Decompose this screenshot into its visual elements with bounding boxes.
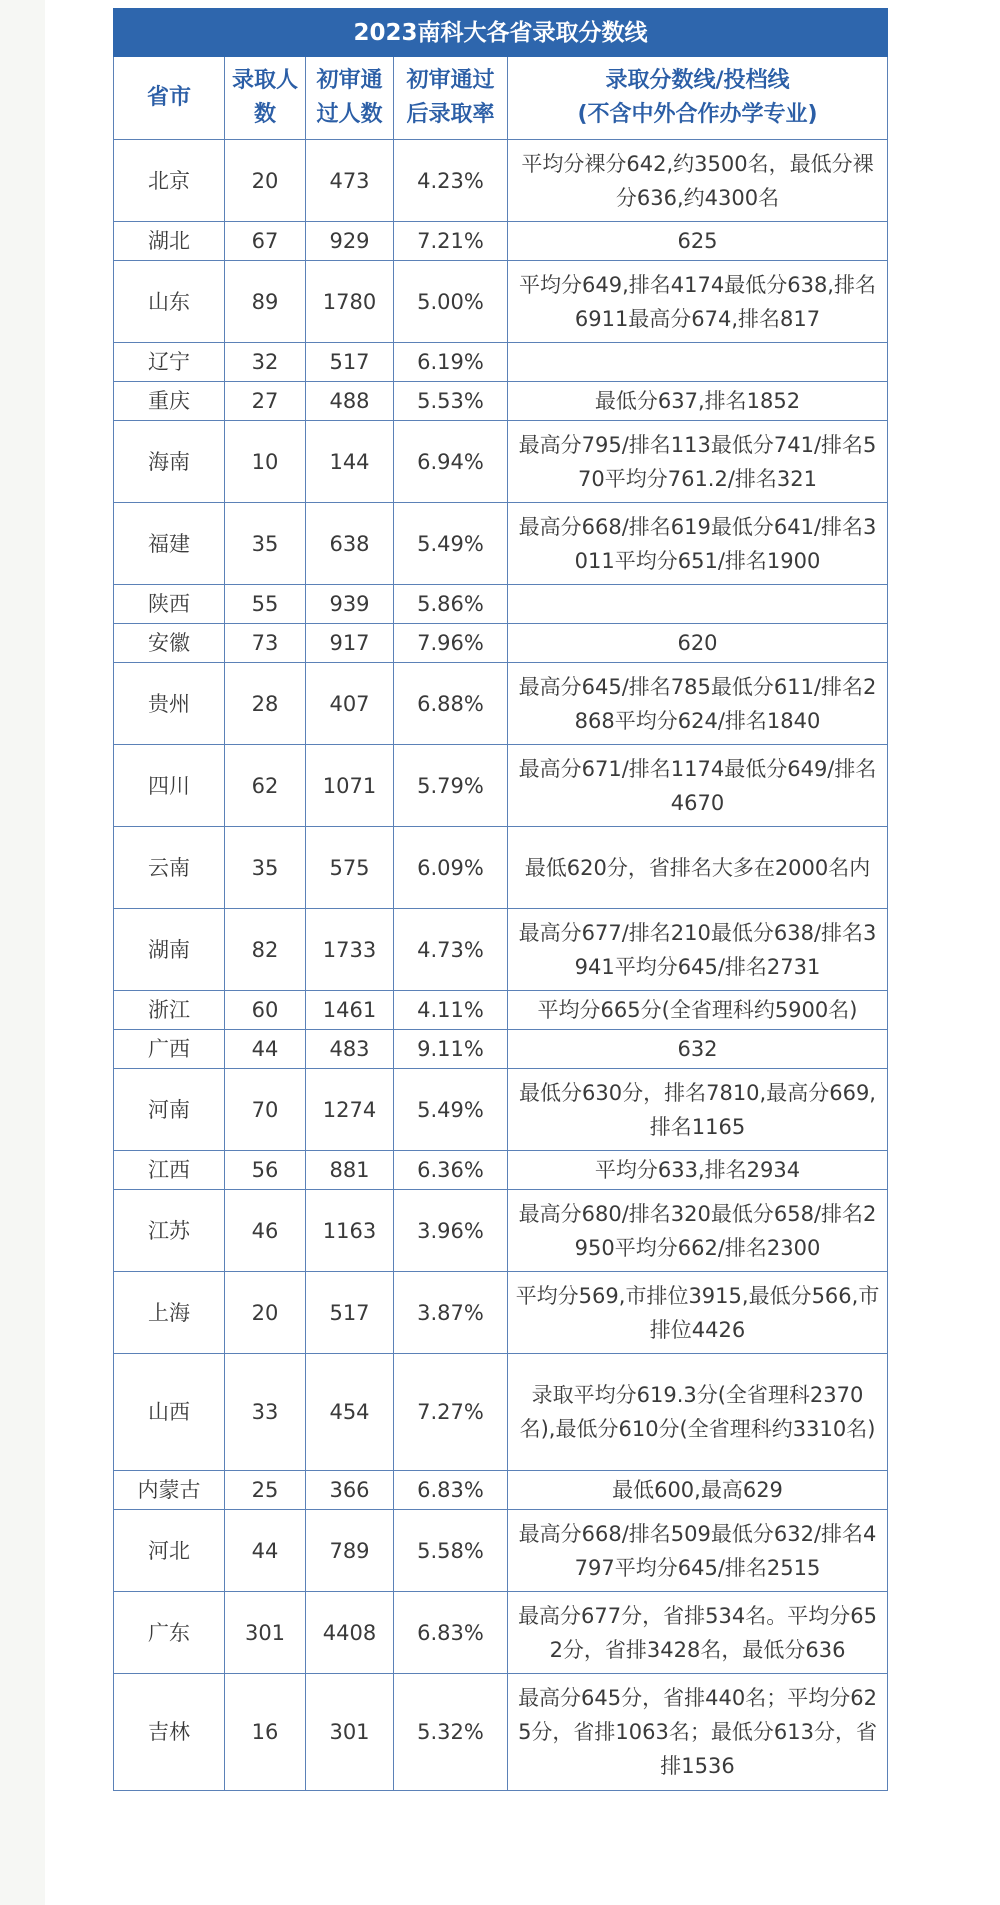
- passed-cell: 454: [306, 1354, 394, 1471]
- rate-cell: 6.83%: [394, 1471, 508, 1510]
- passed-cell: 1071: [306, 745, 394, 827]
- province-cell: 陕西: [114, 585, 225, 624]
- province-cell: 安徽: [114, 624, 225, 663]
- admitted-cell: 10: [225, 421, 306, 503]
- admitted-cell: 32: [225, 343, 306, 382]
- table-row: [114, 1190, 888, 1272]
- admission-score-table: [113, 8, 887, 1791]
- passed-cell: 638: [306, 503, 394, 585]
- rate-cell: 6.88%: [394, 663, 508, 745]
- header-rate: 初审通过后录取率: [394, 57, 508, 140]
- passed-cell: 939: [306, 585, 394, 624]
- table-row: [114, 140, 888, 222]
- header-admitted: 录取人数: [225, 57, 306, 140]
- rate-cell: 7.96%: [394, 624, 508, 663]
- passed-cell: 473: [306, 140, 394, 222]
- header-score-line-main: 录取分数线/投档线: [605, 68, 790, 93]
- table-row: [114, 745, 888, 827]
- rate-cell: 9.11%: [394, 1030, 508, 1069]
- table-row: [114, 503, 888, 585]
- province-cell: 福建: [114, 503, 225, 585]
- province-cell: 辽宁: [114, 343, 225, 382]
- province-cell: 江西: [114, 1151, 225, 1190]
- score-line-cell: 平均分665分(全省理科约5900名): [508, 991, 888, 1030]
- passed-cell: 407: [306, 663, 394, 745]
- province-cell: 云南: [114, 827, 225, 909]
- table-row: [114, 991, 888, 1030]
- score-line-cell: 最低600,最高629: [508, 1471, 888, 1510]
- province-cell: 广东: [114, 1592, 225, 1674]
- passed-cell: 1163: [306, 1190, 394, 1272]
- rate-cell: 6.83%: [394, 1592, 508, 1674]
- admitted-cell: 27: [225, 382, 306, 421]
- score-line-cell: 最低分630分，排名7810,最高分669,排名1165: [508, 1069, 888, 1151]
- passed-cell: 1733: [306, 909, 394, 991]
- passed-cell: 144: [306, 421, 394, 503]
- table-row: [114, 343, 888, 382]
- rate-cell: 5.00%: [394, 261, 508, 343]
- score-table: [113, 8, 888, 1791]
- rate-cell: 5.32%: [394, 1674, 508, 1791]
- rate-cell: 5.53%: [394, 382, 508, 421]
- header-province: 省市: [114, 57, 225, 140]
- rate-cell: 6.19%: [394, 343, 508, 382]
- table-row: [114, 1354, 888, 1471]
- score-line-cell: 最高分680/排名320最低分658/排名2950平均分662/排名2300: [508, 1190, 888, 1272]
- passed-cell: 1461: [306, 991, 394, 1030]
- rate-cell: 5.79%: [394, 745, 508, 827]
- rate-cell: 4.23%: [394, 140, 508, 222]
- province-cell: 山东: [114, 261, 225, 343]
- passed-cell: 1780: [306, 261, 394, 343]
- passed-cell: 4408: [306, 1592, 394, 1674]
- passed-cell: 517: [306, 1272, 394, 1354]
- rate-cell: 3.87%: [394, 1272, 508, 1354]
- title-row: [114, 9, 888, 57]
- passed-cell: 917: [306, 624, 394, 663]
- rate-cell: 7.27%: [394, 1354, 508, 1471]
- admitted-cell: 70: [225, 1069, 306, 1151]
- score-line-cell: 平均分裸分642,约3500名，最低分裸分636,约4300名: [508, 140, 888, 222]
- province-cell: 广西: [114, 1030, 225, 1069]
- passed-cell: 929: [306, 222, 394, 261]
- admitted-cell: 33: [225, 1354, 306, 1471]
- table-row: [114, 1030, 888, 1069]
- score-line-cell: 平均分633,排名2934: [508, 1151, 888, 1190]
- province-cell: 湖北: [114, 222, 225, 261]
- admitted-cell: 46: [225, 1190, 306, 1272]
- rate-cell: 4.73%: [394, 909, 508, 991]
- header-row: [114, 57, 888, 140]
- table-row: [114, 1510, 888, 1592]
- province-cell: 河北: [114, 1510, 225, 1592]
- table-row: [114, 1069, 888, 1151]
- province-cell: 吉林: [114, 1674, 225, 1791]
- table-row: [114, 1151, 888, 1190]
- score-line-cell: 最高分668/排名509最低分632/排名4797平均分645/排名2515: [508, 1510, 888, 1592]
- score-line-cell: [508, 585, 888, 624]
- header-score-line: [508, 57, 888, 140]
- admitted-cell: 55: [225, 585, 306, 624]
- province-cell: 上海: [114, 1272, 225, 1354]
- score-line-cell: 最低分637,排名1852: [508, 382, 888, 421]
- admitted-cell: 89: [225, 261, 306, 343]
- province-cell: 北京: [114, 140, 225, 222]
- table-row: [114, 624, 888, 663]
- score-line-cell: 最高分677分，省排534名。平均分652分，省排3428名，最低分636: [508, 1592, 888, 1674]
- province-cell: 重庆: [114, 382, 225, 421]
- score-line-cell: 最高分668/排名619最低分641/排名3011平均分651/排名1900: [508, 503, 888, 585]
- admitted-cell: 60: [225, 991, 306, 1030]
- admitted-cell: 35: [225, 503, 306, 585]
- province-cell: 内蒙古: [114, 1471, 225, 1510]
- passed-cell: 488: [306, 382, 394, 421]
- table-row: [114, 382, 888, 421]
- table-row: [114, 421, 888, 503]
- table-body: [114, 140, 888, 1791]
- header-score-line-note: (不含中外合作办学专业): [577, 102, 818, 127]
- score-line-cell: 632: [508, 1030, 888, 1069]
- table-row: [114, 909, 888, 991]
- admitted-cell: 82: [225, 909, 306, 991]
- rate-cell: 4.11%: [394, 991, 508, 1030]
- passed-cell: 517: [306, 343, 394, 382]
- score-line-cell: 最高分645分，省排440名；平均分625分，省排1063名；最低分613分，省排1536: [508, 1674, 888, 1791]
- rate-cell: 6.36%: [394, 1151, 508, 1190]
- passed-cell: 1274: [306, 1069, 394, 1151]
- table-title: 2023南科大各省录取分数线: [114, 9, 888, 57]
- table-row: [114, 1471, 888, 1510]
- province-cell: 山西: [114, 1354, 225, 1471]
- table-row: [114, 1592, 888, 1674]
- score-line-cell: 最高分677/排名210最低分638/排名3941平均分645/排名2731: [508, 909, 888, 991]
- passed-cell: 881: [306, 1151, 394, 1190]
- score-line-cell: [508, 343, 888, 382]
- rate-cell: 5.49%: [394, 1069, 508, 1151]
- province-cell: 浙江: [114, 991, 225, 1030]
- rate-cell: 5.58%: [394, 1510, 508, 1592]
- province-cell: 贵州: [114, 663, 225, 745]
- table-row: [114, 222, 888, 261]
- admitted-cell: 35: [225, 827, 306, 909]
- passed-cell: 789: [306, 1510, 394, 1592]
- province-cell: 海南: [114, 421, 225, 503]
- table-row: [114, 663, 888, 745]
- rate-cell: 6.94%: [394, 421, 508, 503]
- admitted-cell: 73: [225, 624, 306, 663]
- admitted-cell: 301: [225, 1592, 306, 1674]
- rate-cell: 7.21%: [394, 222, 508, 261]
- admitted-cell: 28: [225, 663, 306, 745]
- score-line-cell: 620: [508, 624, 888, 663]
- province-cell: 江苏: [114, 1190, 225, 1272]
- score-line-cell: 最高分795/排名113最低分741/排名570平均分761.2/排名321: [508, 421, 888, 503]
- admitted-cell: 44: [225, 1510, 306, 1592]
- province-cell: 河南: [114, 1069, 225, 1151]
- header-passed: 初审通过人数: [306, 57, 394, 140]
- score-line-cell: 录取平均分619.3分(全省理科2370名),最低分610分(全省理科约3310名): [508, 1354, 888, 1471]
- admitted-cell: 67: [225, 222, 306, 261]
- passed-cell: 366: [306, 1471, 394, 1510]
- table-row: [114, 1674, 888, 1791]
- score-line-cell: 平均分649,排名4174最低分638,排名6911最高分674,排名817: [508, 261, 888, 343]
- province-cell: 四川: [114, 745, 225, 827]
- admitted-cell: 62: [225, 745, 306, 827]
- score-line-cell: 平均分569,市排位3915,最低分566,市排位4426: [508, 1272, 888, 1354]
- table-row: [114, 1272, 888, 1354]
- score-line-cell: 最高分645/排名785最低分611/排名2868平均分624/排名1840: [508, 663, 888, 745]
- table-row: [114, 827, 888, 909]
- admitted-cell: 20: [225, 140, 306, 222]
- rate-cell: 5.86%: [394, 585, 508, 624]
- province-cell: 湖南: [114, 909, 225, 991]
- passed-cell: 483: [306, 1030, 394, 1069]
- admitted-cell: 20: [225, 1272, 306, 1354]
- admitted-cell: 44: [225, 1030, 306, 1069]
- admitted-cell: 16: [225, 1674, 306, 1791]
- admitted-cell: 25: [225, 1471, 306, 1510]
- table-row: [114, 585, 888, 624]
- table-row: [114, 261, 888, 343]
- passed-cell: 575: [306, 827, 394, 909]
- score-line-cell: 最高分671/排名1174最低分649/排名4670: [508, 745, 888, 827]
- rate-cell: 5.49%: [394, 503, 508, 585]
- score-line-cell: 最低620分，省排名大多在2000名内: [508, 827, 888, 909]
- rate-cell: 6.09%: [394, 827, 508, 909]
- rate-cell: 3.96%: [394, 1190, 508, 1272]
- left-margin-strip: [0, 0, 45, 1905]
- admitted-cell: 56: [225, 1151, 306, 1190]
- passed-cell: 301: [306, 1674, 394, 1791]
- score-line-cell: 625: [508, 222, 888, 261]
